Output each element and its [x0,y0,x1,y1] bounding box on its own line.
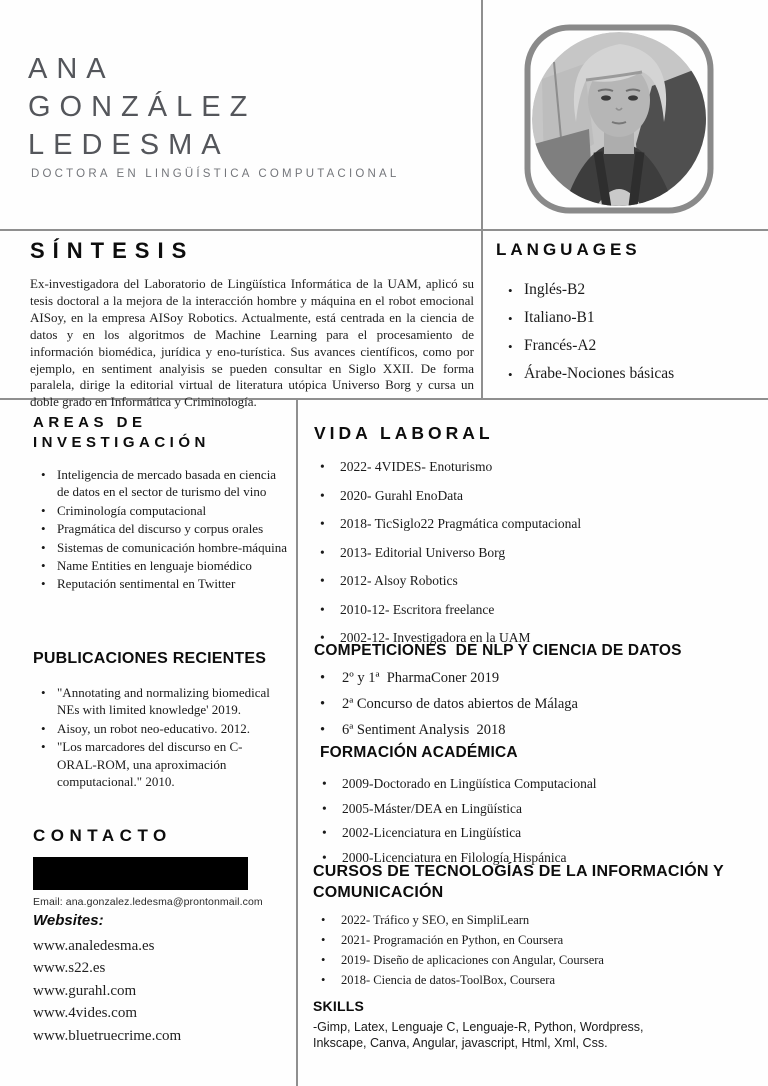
skills-title: SKILLS [313,998,364,1014]
websites-list [33,935,283,1047]
publication-item: • "Annotating and normalizing biomedical NEs with limited knowledge' 2019. [39,684,277,719]
competiciones-list [314,670,754,739]
course-item: • 2022- Tráfico y SEO, en SimpliLearn [319,913,725,928]
name-line-3: LEDESMA [28,129,230,161]
publicaciones-title: PUBLICACIONES RECIENTES [33,650,267,667]
vida-laboral-list [314,459,754,646]
sintesis-title: SÍNTESIS [30,238,195,263]
area-item: • Inteligencia de mercado basada en ciencia de datos en el sector de turismo del vino [39,466,287,501]
job-item: • 2022- 4VIDES- Enoturismo [318,459,754,475]
course-item: • 2018- Ciencia de datos-ToolBox, Coursera [319,973,725,988]
profile-photo-graphic [524,24,714,214]
formacion-list [320,776,754,866]
name-line-2: GONZÁLEZ [28,91,257,123]
section-competiciones [314,642,754,748]
section-cursos [313,861,725,993]
competiciones-title: COMPETICIONES DE NLP Y CIENCIA DE DATOS [314,642,682,659]
publication-item: • Aisoy, un robot neo-educativo. 2012. [39,720,277,737]
education-item: • 2005-Máster/DEA en Lingüística [320,801,754,817]
competition-item: • 6ª Sentiment Analysis 2018 [318,722,754,739]
areas-title-line1: AREAS DE [33,414,147,431]
area-item: • Criminología computacional [39,502,287,519]
competition-item: • 2ª Concurso de datos abiertos de Málaga [318,696,754,713]
section-skills [313,998,657,1051]
divider-horizontal-1 [0,229,768,231]
language-item: • Inglés-B2 [506,276,758,304]
job-item: • 2010-12- Escritora freelance [318,602,754,618]
section-contacto [33,826,283,1047]
vida-laboral-title: VIDA LABORAL [314,423,494,443]
competition-item: • 2º y 1ª PharmaConer 2019 [318,670,754,687]
course-item: • 2019- Diseño de aplicaciones con Angular, Coursera [319,953,725,968]
job-item: • 2020- Gurahl EnoData [318,488,754,504]
header-subtitle: DOCTORA EN LINGÜÍSTICA COMPUTACIONAL [31,168,400,180]
education-item: • 2009-Doctorado en Lingüística Computacional [320,776,754,792]
website-link[interactable]: www.s22.es [33,960,106,977]
publication-item: • "Los marcadores del discurso en C-ORAL-ROM, una aproximación computacional." 2010. [39,738,277,790]
cursos-title: CURSOS DE TECNOLOGÍAS DE LA INFORMACIÓN Y COMUNICACIÓN [313,863,724,901]
section-sintesis [30,238,474,411]
contacto-title: CONTACTO [33,826,172,845]
education-item: • 2002-Licenciatura en Lingüística [320,825,754,841]
cursos-list [313,913,725,988]
profile-photo [524,24,714,214]
name-line-1: ANA [28,53,115,85]
divider-vertical-top [481,0,483,399]
websites-label: Websites: [33,912,104,929]
contact-email[interactable]: Email: ana.gonzalez.ledesma@prontonmail.com [33,896,263,908]
languages-title: LANGUAGES [496,240,641,259]
area-item: • Reputación sentimental en Twitter [39,575,287,592]
areas-list [33,466,287,593]
sintesis-paragraph: Ex-investigadora del Laboratorio de Lingüística Informática de la UAM, aplicó su tesis doctoral a la mejora de la interacción hombre y máquina en el robot emocional AISoy, en la empresa AISoy Robotics. Actualmente, está centrada en la ciencia de datos y en los algoritmos de Machine Learning para el procesamiento de información biomédica, jurídica y eno-turística. Sus avances científicos, como por ejemplo, en sentiment analyisis se pueden consultar en Siglo XXII. De forma paralela, dirige la editorial virtual de literatura utópica Universo Borg y cursa un doble grado en Informática y Criminología. [30,276,474,410]
divider-vertical-bottom [296,399,298,1086]
publicaciones-list [33,684,277,790]
area-item: • Sistemas de comunicación hombre-máquina [39,539,287,556]
section-areas [33,413,287,594]
section-publicaciones [33,650,277,791]
skills-text: -Gimp, Latex, Lenguaje C, Lenguaje-R, Python, Wordpress, Inkscape, Canva, Angular, javascript, Html, Xml, Css. [313,1020,644,1050]
job-item: • 2013- Editorial Universo Borg [318,545,754,561]
header-name-block [28,50,256,164]
formacion-title: FORMACIÓN ACADÉMICA [320,744,518,761]
language-item: • Italiano-B1 [506,304,758,332]
area-item: • Pragmática del discurso y corpus orales [39,520,287,537]
section-formacion [320,744,754,874]
job-item: • 2002-12- Investigadora en la UAM [318,630,754,646]
website-link[interactable]: www.analedesma.es [33,938,155,954]
website-link[interactable]: www.gurahl.com [33,982,137,999]
area-item: • Name Entities en lenguaje biomédico [39,557,287,574]
areas-title-line2: INVESTIGACIÓN [33,434,210,451]
website-link[interactable]: www.4vides.com [33,1005,138,1022]
section-vida-laboral [314,423,754,659]
redacted-address-block [33,857,248,890]
website-link[interactable]: www.bluetruecrime.com [33,1027,182,1044]
education-item: • 2000-Licenciatura en Filología Hispánica [320,850,754,866]
course-item: • 2021- Programación en Python, en Coursera [319,933,725,948]
job-item: • 2012- Alsoy Robotics [318,573,754,589]
job-item: • 2018- TicSiglo22 Pragmática computacional [318,516,754,532]
language-item: • Francés-A2 [506,332,758,360]
language-item: • Árabe-Nociones básicas [506,360,758,388]
section-languages [496,240,758,388]
languages-list [496,276,758,388]
